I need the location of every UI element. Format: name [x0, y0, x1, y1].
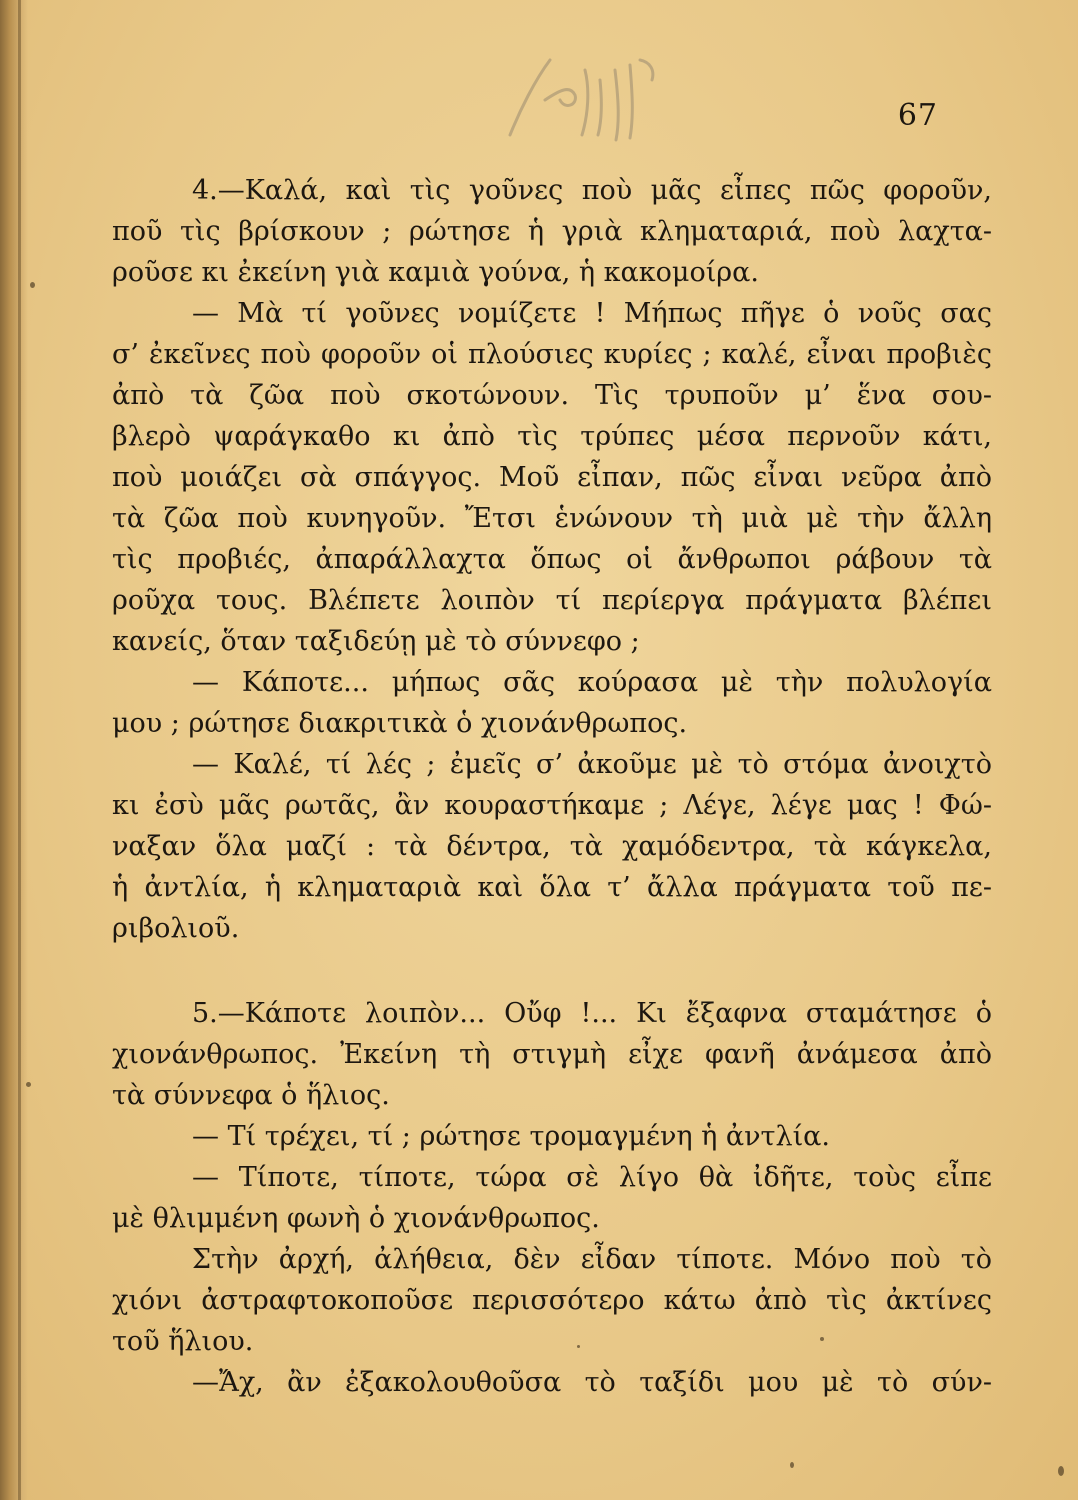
pencil-annotation-mark	[490, 40, 690, 150]
paper-speck	[26, 1082, 31, 1087]
text-line: Στὴν ἀρχή, ἀλήθεια, δὲν εἶδαν τίποτε. Μόνο ποὺ τὸ	[192, 1244, 992, 1275]
page-number: 67	[897, 98, 938, 133]
text-line: ἀπὸ τὰ ζῶα ποὺ σκοτώνουν. Τὶς τρυποῦν μ’ ἕνα σου-	[112, 380, 992, 411]
text-line: — Καλέ, τί λές ; ἐμεῖς σ’ ἀκοῦμε μὲ τὸ στόμα ἀνοιχτὸ	[192, 749, 992, 780]
text-line: τὶς προβιές, ἀπαράλλαχτα ὅπως οἱ ἄνθρωποι ράβουν τὰ	[112, 544, 992, 575]
text-line: τὰ ζῶα ποὺ κυνηγοῦν. Ἔτσι ἑνώνουν τὴ μιὰ μὲ τὴν ἄλλη	[112, 503, 992, 534]
text-line: χιονάνθρωπος. Ἐκείνη τὴ στιγμὴ εἶχε φανῆ ἀνάμεσα ἀπὸ	[112, 1039, 992, 1070]
text-line: κανείς, ὅταν ταξιδεύῃ μὲ τὸ σύννεφο ;	[112, 626, 640, 657]
text-line: τοῦ ἥλιου.	[112, 1326, 254, 1357]
text-line: κι ἐσὺ μᾶς ρωτᾶς, ἂν κουραστήκαμε ; Λέγε, λέγε μας ! Φώ-	[112, 790, 992, 821]
text-line: τὰ σύννεφα ὁ ἥλιος.	[112, 1080, 390, 1111]
text-line: ποὺ μοιάζει σὰ σπάγγος. Μοῦ εἶπαν, πῶς εἶναι νεῦρα ἀπὸ	[112, 462, 992, 493]
text-line: — Κάποτε... μήπως σᾶς κούρασα μὲ τὴν πολυλογία	[192, 667, 992, 698]
paper-speck	[577, 1345, 580, 1348]
binding-line	[18, 0, 21, 1500]
text-line: — Τί τρέχει, τί ; ρώτησε τρομαγμένη ἡ ἀντλία.	[192, 1121, 830, 1152]
text-line: ριβολιοῦ.	[112, 913, 240, 944]
paper-speck	[790, 1462, 794, 1468]
body-text	[112, 170, 992, 1403]
text-line: ροῦχα τους. Βλέπετε λοιπὸν τί περίεργα πράγματα βλέπει	[112, 585, 992, 616]
text-line: χιόνι ἀστραφτοκοποῦσε περισσότερο κάτω ἀπὸ τὶς ἀκτίνες	[112, 1285, 992, 1316]
paper-speck	[1058, 1466, 1064, 1476]
text-line: 5.—Κάποτε λοιπὸν... Οὔφ !... Κι ἔξαφνα σταμάτησε ὁ	[192, 998, 992, 1029]
text-line: — Μὰ τί γοῦνες νομίζετε ! Μήπως πῆγε ὁ νοῦς σας	[192, 298, 992, 329]
text-line: ροῦσε κι ἐκείνη γιὰ καμιὰ γούνα, ἡ κακομοίρα.	[112, 257, 759, 288]
text-line: ποῦ τὶς βρίσκουν ; ρώτησε ἡ γριὰ κληματαριά, ποὺ λαχτα-	[112, 216, 992, 247]
section-gap	[112, 949, 992, 993]
paper-speck	[30, 282, 35, 288]
text-line: —Ἄχ, ἂν ἐξακολουθοῦσα τὸ ταξίδι μου μὲ τὸ σύν-	[192, 1367, 992, 1398]
text-line: ἡ ἀντλία, ἡ κληματαριὰ καὶ ὅλα τ’ ἄλλα πράγματα τοῦ πε-	[112, 872, 992, 903]
text-line: — Τίποτε, τίποτε, τώρα σὲ λίγο θὰ ἰδῆτε, τοὺς εἶπε	[192, 1162, 992, 1193]
text-line: σ’ ἐκεῖνες ποὺ φοροῦν οἱ πλούσιες κυρίες ; καλέ, εἶναι προβιὲς	[112, 339, 992, 370]
text-line: μὲ θλιμμένη φωνὴ ὁ χιονάνθρωπος.	[112, 1203, 600, 1234]
text-line: ναξαν ὅλα μαζί : τὰ δέντρα, τὰ χαμόδεντρα, τὰ κάγκελα,	[112, 831, 992, 862]
paper-speck	[820, 1337, 824, 1341]
text-line: βλερὸ ψαράγκαθο κι ἀπὸ τὶς τρύπες μέσα περνοῦν κάτι,	[112, 421, 992, 452]
binding-edge	[0, 0, 28, 1500]
text-line: 4.—Καλά, καὶ τὶς γοῦνες ποὺ μᾶς εἶπες πῶς φοροῦν,	[192, 175, 992, 206]
text-line: μου ; ρώτησε διακριτικὰ ὁ χιονάνθρωπος.	[112, 708, 688, 739]
